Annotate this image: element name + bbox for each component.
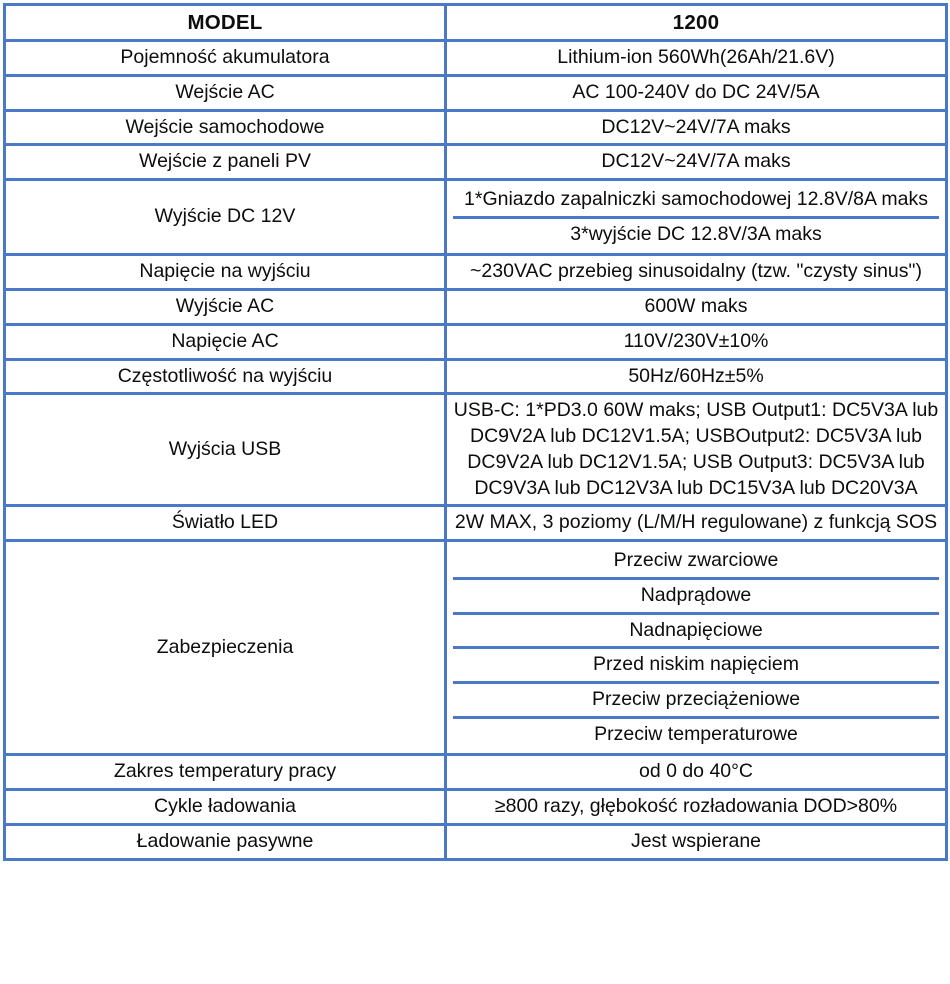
spec-label: Cykle ładowania — [5, 790, 446, 825]
spec-subvalue: Przeciw zwarciowe — [453, 545, 939, 578]
spec-value: Jest wspierane — [446, 824, 947, 859]
spec-subvalue: Przed niskim napięciem — [453, 648, 939, 683]
table-row-usb — [5, 394, 947, 506]
sub-row — [453, 578, 939, 613]
spec-label: Pojemność akumulatora — [5, 41, 446, 76]
spec-value: 600W maks — [446, 290, 947, 325]
sub-row — [453, 613, 939, 648]
spec-subvalue: Przeciw przeciążeniowe — [453, 683, 939, 718]
sub-value-table — [453, 545, 939, 750]
spec-label: Napięcie AC — [5, 324, 446, 359]
spec-label: Częstotliwość na wyjściu — [5, 359, 446, 394]
spec-value: 110V/230V±10% — [446, 324, 947, 359]
table-row — [5, 755, 947, 790]
spec-subvalue: 3*wyjście DC 12.8V/3A maks — [453, 217, 939, 250]
table-row — [5, 506, 947, 541]
specification-table — [3, 3, 948, 861]
table-row — [5, 359, 947, 394]
table-row — [5, 41, 947, 76]
table-row — [5, 110, 947, 145]
sub-row — [453, 184, 939, 217]
spec-label: Wyjście DC 12V — [5, 179, 446, 254]
spec-label: Wejście z paneli PV — [5, 145, 446, 180]
table-row — [5, 790, 947, 825]
spec-label: Wyjście AC — [5, 290, 446, 325]
spec-label: Światło LED — [5, 506, 446, 541]
spec-value: USB-C: 1*PD3.0 60W maks; USB Output1: DC5V3A lub DC9V2A lub DC12V1.5A; USBOutput2: DC5V3A lub DC9V2A lub DC12V1.5A; USB Output3: DC5V3A lub DC9V3A lub DC12V3A lub DC15V3A lub DC20V3A — [446, 394, 947, 506]
spec-value: DC12V~24V/7A maks — [446, 110, 947, 145]
spec-value: AC 100-240V do DC 24V/5A — [446, 75, 947, 110]
table-row — [5, 255, 947, 290]
spec-value: ~230VAC przebieg sinusoidalny (tzw. "czysty sinus") — [446, 255, 947, 290]
spec-label: Wejście samochodowe — [5, 110, 446, 145]
table-row-protections — [5, 541, 947, 755]
spec-label: Zabezpieczenia — [5, 541, 446, 755]
spec-subvalue: Przeciw temperaturowe — [453, 717, 939, 750]
sub-row — [453, 648, 939, 683]
table-row — [5, 75, 947, 110]
spec-label: Wejście AC — [5, 75, 446, 110]
spec-label: Zakres temperatury pracy — [5, 755, 446, 790]
header-value-cell: 1200 — [446, 5, 947, 41]
table-row — [5, 145, 947, 180]
spec-subvalue: Nadnapięciowe — [453, 613, 939, 648]
spec-label: Ładowanie pasywne — [5, 824, 446, 859]
spec-value: ≥800 razy, głębokość rozładowania DOD>80% — [446, 790, 947, 825]
sub-value-table — [453, 184, 939, 250]
spec-value-group — [446, 179, 947, 254]
spec-subvalue: 1*Gniazdo zapalniczki samochodowej 12.8V/8A maks — [453, 184, 939, 217]
spec-value: DC12V~24V/7A maks — [446, 145, 947, 180]
table-body — [5, 5, 947, 860]
spec-value: 50Hz/60Hz±5% — [446, 359, 947, 394]
spec-label: Wyjścia USB — [5, 394, 446, 506]
table-row — [5, 324, 947, 359]
sub-row — [453, 545, 939, 578]
spec-value: od 0 do 40°C — [446, 755, 947, 790]
spec-value-group — [446, 541, 947, 755]
table-row-dc-output — [5, 179, 947, 254]
header-label-cell: MODEL — [5, 5, 446, 41]
spec-value: Lithium-ion 560Wh(26Ah/21.6V) — [446, 41, 947, 76]
sub-row — [453, 717, 939, 750]
sub-row — [453, 217, 939, 250]
table-header-row — [5, 5, 947, 41]
sub-row — [453, 683, 939, 718]
table-row — [5, 290, 947, 325]
spec-value: 2W MAX, 3 poziomy (L/M/H regulowane) z funkcją SOS — [446, 506, 947, 541]
spec-label: Napięcie na wyjściu — [5, 255, 446, 290]
spec-subvalue: Nadprądowe — [453, 578, 939, 613]
table-row — [5, 824, 947, 859]
